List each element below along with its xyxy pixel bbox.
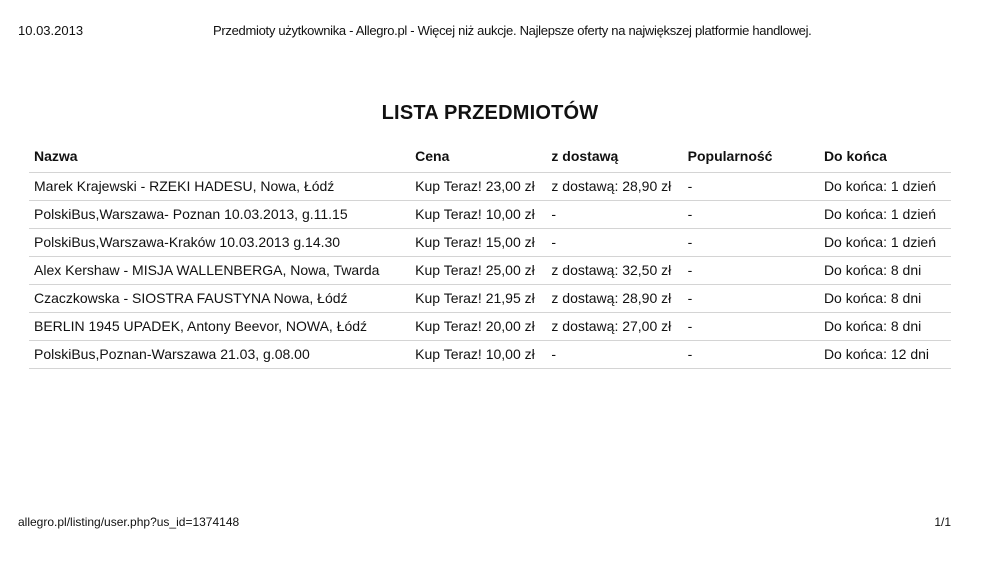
table-row	[29, 313, 951, 341]
column-header-popularity[interactable]: Popularność	[683, 145, 819, 173]
item-price: Kup Teraz! 15,00 zł	[410, 229, 546, 257]
table-row	[29, 341, 951, 369]
table-header-row	[29, 145, 951, 173]
item-price: Kup Teraz! 10,00 zł	[410, 201, 546, 229]
page-number: 1/1	[934, 515, 951, 529]
item-popularity: -	[683, 173, 819, 201]
page-url: allegro.pl/listing/user.php?us_id=1374148	[18, 515, 240, 529]
item-name-link[interactable]: BERLIN 1945 UPADEK, Antony Beevor, NOWA, Łódź	[29, 313, 410, 341]
column-header-shipping[interactable]: z dostawą	[546, 145, 682, 173]
item-popularity: -	[683, 201, 819, 229]
items-table	[29, 145, 951, 369]
table-row	[29, 173, 951, 201]
item-price: Kup Teraz! 25,00 zł	[410, 257, 546, 285]
item-time-left: Do końca: 8 dni	[819, 313, 951, 341]
item-name-link[interactable]: Czaczkowska - SIOSTRA FAUSTYNA Nowa, Łódź	[29, 285, 410, 313]
item-name-link[interactable]: PolskiBus,Poznan-Warszawa 21.03, g.08.00	[29, 341, 410, 369]
item-shipping-price: z dostawą: 28,90 zł	[546, 173, 682, 201]
item-shipping-price: -	[546, 229, 682, 257]
print-date: 10.03.2013	[18, 23, 84, 38]
table-row	[29, 285, 951, 313]
item-price: Kup Teraz! 10,00 zł	[410, 341, 546, 369]
item-popularity: -	[683, 313, 819, 341]
item-shipping-price: z dostawą: 32,50 zł	[546, 257, 682, 285]
item-time-left: Do końca: 8 dni	[819, 285, 951, 313]
list-heading: LISTA PRZEDMIOTÓW	[381, 102, 599, 124]
item-popularity: -	[683, 229, 819, 257]
table-row	[29, 201, 951, 229]
item-name-link[interactable]: PolskiBus,Warszawa- Poznan 10.03.2013, g.11.15	[29, 201, 410, 229]
item-time-left: Do końca: 12 dni	[819, 341, 951, 369]
item-shipping-price: -	[546, 341, 682, 369]
column-header-price[interactable]: Cena	[410, 145, 546, 173]
item-time-left: Do końca: 1 dzień	[819, 229, 951, 257]
item-price: Kup Teraz! 20,00 zł	[410, 313, 546, 341]
item-shipping-price: z dostawą: 28,90 zł	[546, 285, 682, 313]
item-popularity: -	[683, 341, 819, 369]
item-shipping-price: z dostawą: 27,00 zł	[546, 313, 682, 341]
column-header-name[interactable]: Nazwa	[29, 145, 410, 173]
item-popularity: -	[683, 285, 819, 313]
item-price: Kup Teraz! 23,00 zł	[410, 173, 546, 201]
item-time-left: Do końca: 8 dni	[819, 257, 951, 285]
item-popularity: -	[683, 257, 819, 285]
item-name-link[interactable]: PolskiBus,Warszawa-Kraków 10.03.2013 g.14.30	[29, 229, 410, 257]
column-header-time-left[interactable]: Do końca	[819, 145, 951, 173]
item-shipping-price: -	[546, 201, 682, 229]
item-time-left: Do końca: 1 dzień	[819, 173, 951, 201]
table-row	[29, 229, 951, 257]
item-price: Kup Teraz! 21,95 zł	[410, 285, 546, 313]
page-title: Przedmioty użytkownika - Allegro.pl - Więcej niż aukcje. Najlepsze oferty na największej platformie handlowej.	[213, 23, 812, 38]
item-name-link[interactable]: Alex Kershaw - MISJA WALLENBERGA, Nowa, Twarda	[29, 257, 410, 285]
item-name-link[interactable]: Marek Krajewski - RZEKI HADESU, Nowa, Łódź	[29, 173, 410, 201]
table-row	[29, 257, 951, 285]
item-time-left: Do końca: 1 dzień	[819, 201, 951, 229]
